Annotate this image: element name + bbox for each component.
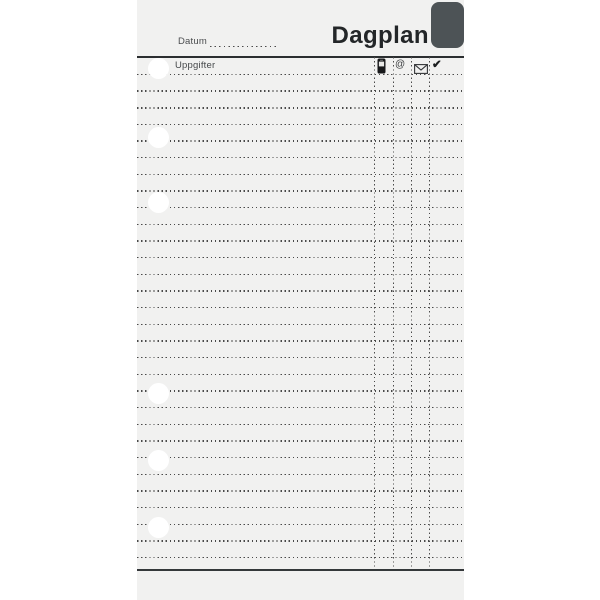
punch-hole [148, 58, 169, 79]
date-fill-in-dotted-line [210, 46, 276, 48]
ruled-line [137, 357, 464, 358]
column-separator [429, 57, 430, 567]
ruled-line [137, 424, 464, 425]
column-separator [374, 57, 375, 567]
ruled-line [137, 307, 464, 308]
ruled-line [137, 207, 464, 208]
ruled-line [137, 340, 464, 341]
at-sign-icon: @ [395, 59, 406, 70]
page-title: Dagplan [331, 22, 429, 49]
ruled-line [137, 457, 464, 458]
ruled-line [137, 124, 464, 125]
punch-hole [148, 450, 169, 471]
ruled-line [137, 157, 464, 158]
ruled-line [137, 274, 464, 275]
ruled-line [137, 324, 464, 325]
ruled-line [137, 240, 464, 241]
ruled-line [137, 90, 464, 91]
punch-hole [148, 517, 169, 538]
ruled-line [137, 107, 464, 108]
column-separator [393, 57, 394, 567]
checkmark-icon: ✔ [432, 58, 442, 71]
date-label: Datum [178, 36, 207, 47]
organizer-refill-page [137, 0, 464, 600]
tasks-column-header: Uppgifter [175, 59, 216, 71]
ruled-line [137, 74, 464, 75]
header-top-rule [137, 56, 464, 58]
punch-hole [148, 383, 169, 404]
punch-hole [148, 192, 169, 213]
index-tab [431, 2, 464, 48]
ruled-line [137, 490, 464, 491]
punch-hole [148, 127, 169, 148]
ruled-line [137, 290, 464, 291]
ruled-line [137, 474, 464, 475]
ruled-line [137, 390, 464, 391]
ruled-line [137, 440, 464, 441]
ruled-line [137, 174, 464, 175]
envelope-icon [414, 61, 428, 79]
ruled-line [137, 224, 464, 225]
ruled-line [137, 557, 464, 558]
ruled-line [137, 524, 464, 525]
ruled-line [137, 140, 464, 141]
column-separator [411, 57, 412, 567]
ruled-line [137, 257, 464, 258]
mobile-phone-icon [377, 58, 386, 79]
ruled-line [137, 407, 464, 408]
page-bottom-edge [137, 569, 464, 571]
ruled-line [137, 540, 464, 541]
ruled-line [137, 507, 464, 508]
ruled-line [137, 374, 464, 375]
ruled-line [137, 190, 464, 191]
